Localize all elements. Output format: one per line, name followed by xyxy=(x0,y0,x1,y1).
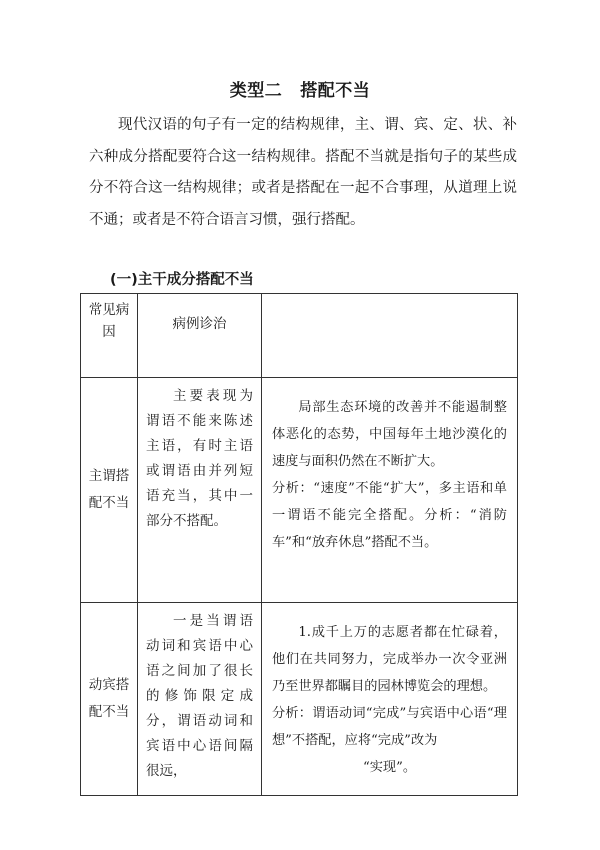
header-cause: 常见病因 xyxy=(81,294,138,378)
page-title xyxy=(0,76,600,101)
title-type: 类型二 xyxy=(229,81,283,101)
example-analysis: 分析：“速度”不能“扩大”，多主语和单一谓语不能完全搭配。分析：“消防车”和“放弃休息”搭配不当。 xyxy=(272,481,507,550)
example-analysis-continued: “实现”。 xyxy=(362,760,417,775)
table-row xyxy=(81,603,518,796)
header-diagnosis: 病例诊治 xyxy=(138,294,262,378)
table-header-row xyxy=(81,294,518,378)
example-analysis: 分析：谓语动词“完成”与宾语中心语“理想”不搭配，应将“完成”改为 xyxy=(272,706,507,748)
section-heading: (一)主干成分搭配不当 xyxy=(110,272,254,288)
example-sentence: 1.成千上万的志愿者都在忙碌着，他们在共同努力，完成举办一次令亚洲乃至世界都瞩目的园林博览会的理想。 xyxy=(272,625,507,694)
collocation-table xyxy=(80,293,518,796)
title-topic: 搭配不当 xyxy=(300,81,371,101)
header-example xyxy=(262,294,518,378)
example-cell xyxy=(262,378,518,603)
cause-cell: 动宾搭配不当 xyxy=(81,603,138,796)
cause-cell: 主谓搭配不当 xyxy=(81,378,138,603)
example-sentence: 局部生态环境的改善并不能遏制整体恶化的态势，中国每年土地沙漠化的速度与面积仍然在不断扩大。 xyxy=(272,400,507,469)
intro-paragraph xyxy=(89,110,517,236)
diagnosis-text: 主要表现为谓语不能来陈述主语，有时主语或谓语由并列短语充当，其中一部分不搭配。 xyxy=(146,388,253,529)
diagnosis-text: 一是当谓语动词和宾语中心语之间加了很长的修饰限定成分，谓语动词和宾语中心语间隔很远， xyxy=(146,613,253,779)
diagnosis-cell xyxy=(138,378,262,603)
table-row xyxy=(81,378,518,603)
intro-text: 现代汉语的句子有一定的结构规律，主、谓、宾、定、状、补六种成分搭配要符合这一结构规律。搭配不当就是指句子的某些成分不符合这一结构规律；或者是搭配在一起不合事理，从道理上说不通；或者是不符合语言习惯，强行搭配。 xyxy=(89,117,517,228)
example-cell xyxy=(262,603,518,796)
diagnosis-cell xyxy=(138,603,262,796)
